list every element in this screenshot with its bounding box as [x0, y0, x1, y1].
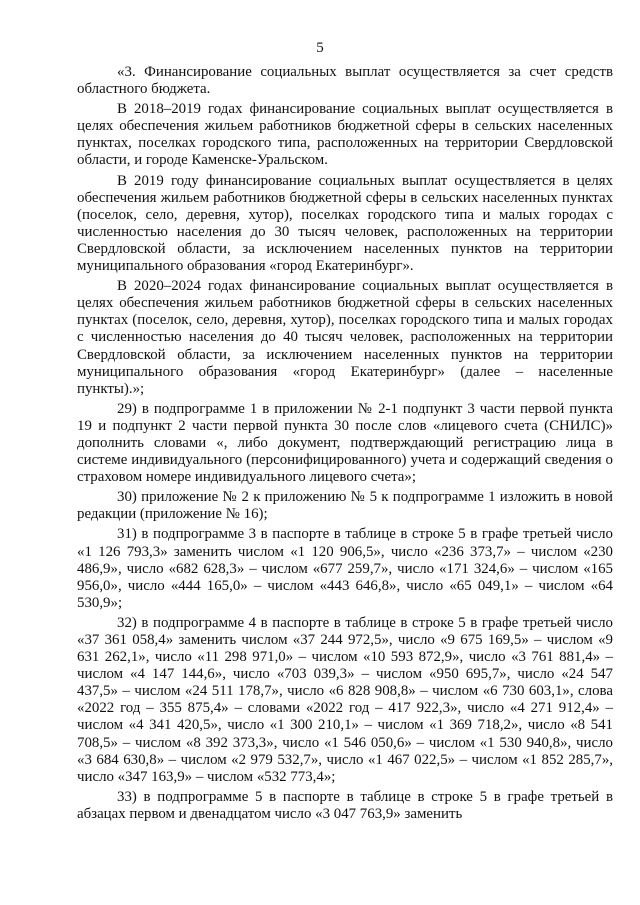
paragraph-2020-2024-financing: В 2020–2024 годах финансирование социальных выплат осуществляется в целях обеспечения жильем работников бюджетной сферы в сельских населенных пунктах (поселок, село, деревня, хутор), поселках городского типа и малых городах с численностью населения до 40 тысяч человек, расположенных на территории Свердловской области, за исключением населенных пунктов на территории муниципального образования «город Екатеринбург» (далее – населенные пункты).»; — [77, 278, 613, 397]
paragraph-section-3-intro: «3. Финансирование социальных выплат осуществляется за счет средств областного бюджета. — [77, 64, 613, 98]
paragraph-item-31: 31) в подпрограмме 3 в паспорте в таблице в строке 5 в графе третьей число «1 126 793,3» заменить числом «1 120 906,5», число «236 373,7» – числом «230 486,9», число «682 628,3» – числом «677 259,7», число «171 324,6» – числом «165 956,0», число «444 165,0» – числом «443 646,8», число «65 049,1» – числом «64 530,9»; — [77, 526, 613, 611]
document-body — [77, 64, 613, 825]
paragraph-2018-2019-financing: В 2018–2019 годах финансирование социальных выплат осуществляется в целях обеспечения жильем работников бюджетной сферы в сельских населенных пунктах, поселках городского типа, расположенных на территории Свердловской области, и городе Каменске-Уральском. — [77, 101, 613, 169]
page-number: 5 — [316, 40, 324, 56]
paragraph-2019-financing: В 2019 году финансирование социальных выплат осуществляется в целях обеспечения жильем работников бюджетной сферы в сельских населенных пунктах (поселок, село, деревня, хутор), поселках городского типа и малых городах с численностью населения до 30 тысяч человек, расположенных на территории Свердловской области, за исключением населенных пунктов на территории муниципального образования «город Екатеринбург». — [77, 172, 613, 275]
paragraph-item-29: 29) в подпрограмме 1 в приложении № 2-1 подпункт 3 части первой пункта 19 и подпункт 2 части первой пункта 30 после слов «лицевого счета (СНИЛС)» дополнить словами «, либо документ, подтверждающий регистрацию лица в системе индивидуального (персонифицированного) учета и содержащий сведения о страховом номере индивидуального лицевого счета»; — [77, 400, 613, 486]
paragraph-item-30: 30) приложение № 2 к приложению № 5 к подпрограмме 1 изложить в новой редакции (приложение № 16); — [77, 489, 613, 523]
paragraph-item-33: 33) в подпрограмме 5 в паспорте в таблице в строке 5 в графе третьей в абзацах первом и двенадцатом число «3 047 763,9» заменить — [77, 788, 613, 822]
paragraph-item-32: 32) в подпрограмме 4 в паспорте в таблице в строке 5 в графе третьей число «37 361 058,4» заменить числом «37 244 972,5», число «9 675 169,5» – числом «9 631 262,1», число «11 298 971,0» – числом «10 593 872,9», число «3 761 881,4» – числом «4 147 144,6», число «703 039,3» – числом «950 695,7», число «24 547 437,5» – числом «24 511 178,7», число «6 828 908,8» – числом «6 730 603,1», слова «2022 год – 355 875,4» – словами «2022 год – 417 922,3», число «4 271 912,4» – числом «4 341 420,5», число «1 300 210,1» – числом «1 369 718,2», число «8 541 708,5» – числом «8 392 373,3», число «1 546 050,6» – числом «1 530 940,8», число «3 684 630,8» – числом «2 979 532,7», число «1 467 022,5» – числом «1 852 285,7», число «347 163,9» – числом «532 773,4»; — [77, 614, 613, 785]
